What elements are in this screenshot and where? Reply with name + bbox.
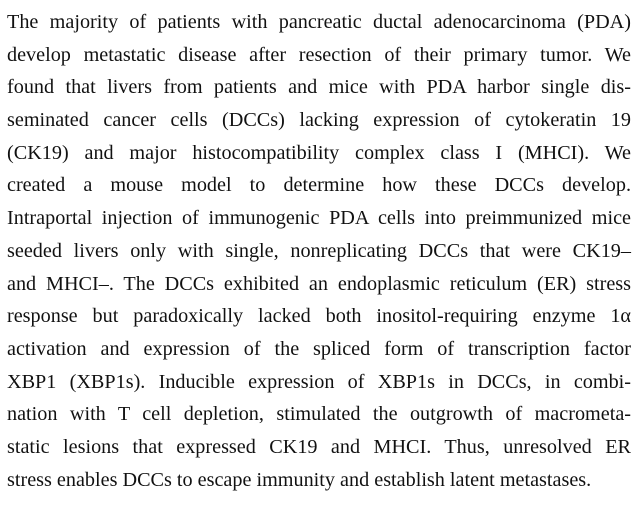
abstract-line: (CK19) and major histocompatibility complex class I (MHCI). We bbox=[7, 141, 631, 164]
abstract-line: created a mouse model to determine how these DCCs develop. bbox=[7, 174, 631, 197]
abstract-line: seeded livers only with single, nonreplicating DCCs that were CK19– bbox=[7, 239, 631, 262]
abstract-line: response but paradoxically lacked both inositol-requiring enzyme 1α bbox=[7, 305, 631, 328]
abstract-line: activation and expression of the spliced form of transcription factor bbox=[7, 337, 631, 360]
abstract-line: stress enables DCCs to escape immunity and establish latent metastases. bbox=[7, 468, 592, 491]
abstract-line: develop metastatic disease after resection of their primary tumor. We bbox=[7, 43, 631, 66]
abstract-line: static lesions that expressed CK19 and MHCI. Thus, unresolved ER bbox=[7, 435, 631, 458]
abstract-line: nation with T cell depletion, stimulated the outgrowth of macrometa- bbox=[7, 403, 631, 426]
abstract-line: The majority of patients with pancreatic ductal adenocarcinoma (PDA) bbox=[7, 11, 631, 33]
abstract-paragraph bbox=[7, 6, 631, 496]
abstract-line: found that livers from patients and mice with PDA harbor single dis- bbox=[7, 76, 631, 99]
abstract-line: Intraportal injection of immunogenic PDA cells into preimmunized mice bbox=[7, 207, 631, 230]
abstract-line: XBP1 (XBP1s). Inducible expression of XBP1s in DCCs, in combi- bbox=[7, 370, 631, 393]
abstract-line: seminated cancer cells (DCCs) lacking expression of cytokeratin 19 bbox=[7, 109, 631, 132]
abstract-line: and MHCI–. The DCCs exhibited an endoplasmic reticulum (ER) stress bbox=[7, 272, 631, 295]
